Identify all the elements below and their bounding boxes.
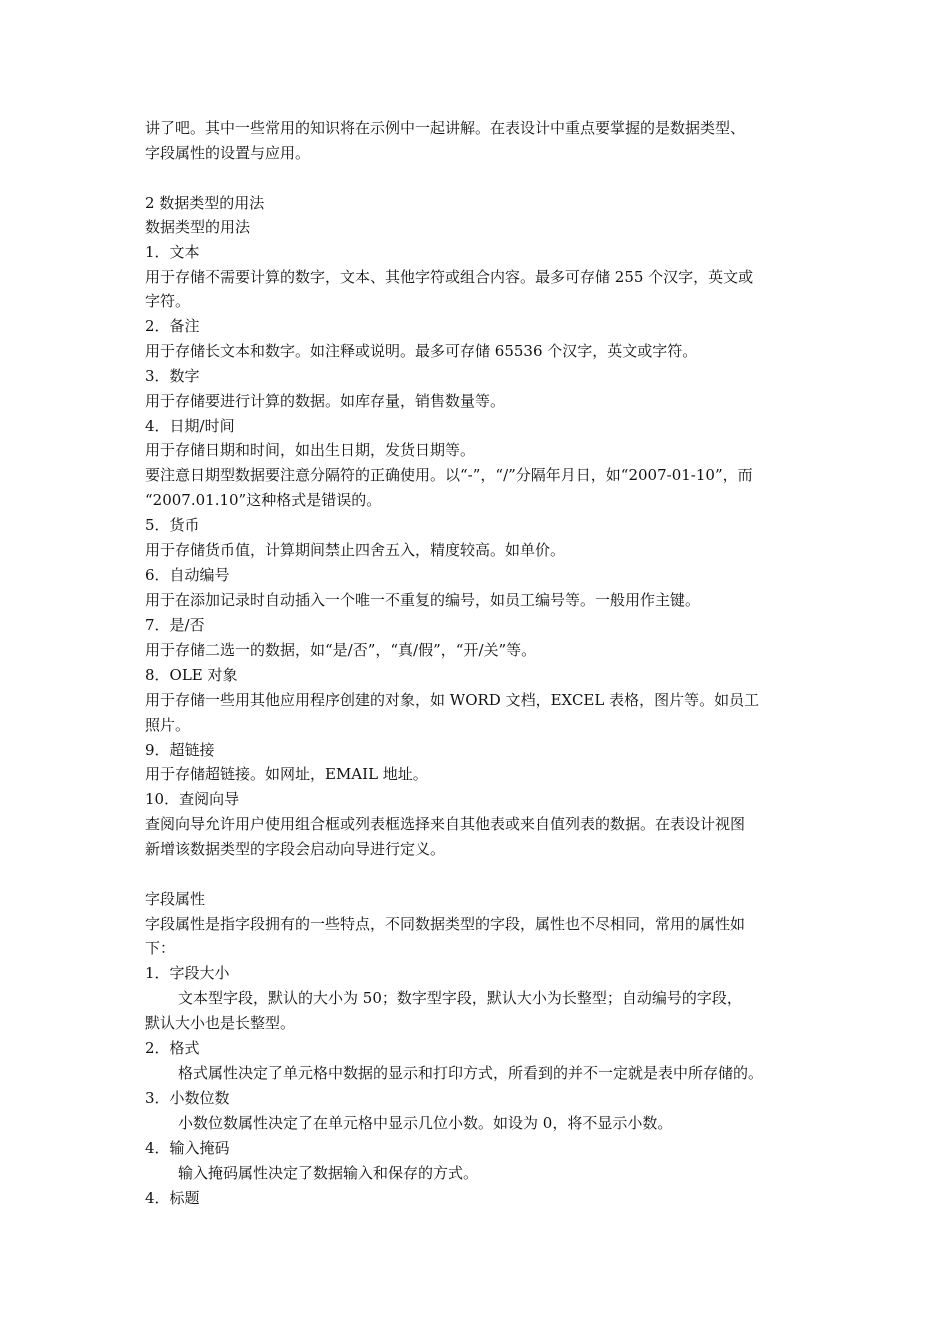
intro-line: 字段属性的设置与应用。 bbox=[145, 144, 311, 162]
data-type-title: 7．是/否 bbox=[145, 616, 205, 634]
field-prop-title: 3．小数位数 bbox=[145, 1089, 230, 1107]
sub-heading: 数据类型的用法 bbox=[145, 218, 251, 236]
data-type-desc: “2007.01.10”这种格式是错误的。 bbox=[145, 491, 382, 509]
data-type-desc: 用于存储二选一的数据，如“是/否”，“真/假”，“开/关”等。 bbox=[145, 641, 537, 659]
field-prop-title: 4．输入掩码 bbox=[145, 1139, 230, 1157]
field-prop-desc: 格式属性决定了单元格中数据的显示和打印方式，所看到的并不一定就是表中所存储的。 bbox=[178, 1064, 764, 1082]
field-prop-desc: 默认大小也是长整型。 bbox=[145, 1014, 296, 1032]
data-type-desc: 用于存储日期和时间，如出生日期，发货日期等。 bbox=[145, 441, 476, 459]
data-type-desc: 用于存储货币值，计算期间禁止四舍五入，精度较高。如单价。 bbox=[145, 541, 566, 559]
data-type-title: 5．货币 bbox=[145, 516, 200, 534]
data-type-desc: 用于存储超链接。如网址，EMAIL 地址。 bbox=[145, 765, 428, 783]
data-type-title: 3．数字 bbox=[145, 367, 200, 385]
data-type-desc: 用于在添加记录时自动插入一个唯一不重复的编号，如员工编号等。一般用作主键。 bbox=[145, 591, 701, 609]
data-type-title: 8．OLE 对象 bbox=[145, 666, 238, 684]
data-type-title: 4．日期/时间 bbox=[145, 417, 235, 435]
data-type-desc: 查阅向导允许用户使用组合框或列表框选择来自其他表或来自值列表的数据。在表设计视图 bbox=[145, 815, 746, 833]
intro-line: 讲了吧。其中一些常用的知识将在示例中一起讲解。在表设计中重点要掌握的是数据类型、 bbox=[145, 119, 746, 137]
field-prop-title: 4．标题 bbox=[145, 1189, 200, 1207]
data-type-title: 10．查阅向导 bbox=[145, 790, 240, 808]
field-prop-desc: 输入掩码属性决定了数据输入和保存的方式。 bbox=[178, 1164, 479, 1182]
data-type-desc: 用于存储长文本和数字。如注释或说明。最多可存储 65536 个汉字，英文或字符。 bbox=[145, 342, 698, 360]
data-type-desc: 字符。 bbox=[145, 292, 191, 310]
field-heading: 字段属性 bbox=[145, 890, 206, 908]
field-prop-desc: 文本型字段，默认的大小为 50；数字型字段，默认大小为长整型；自动编号的字段， bbox=[178, 989, 742, 1007]
data-type-title: 9．超链接 bbox=[145, 741, 215, 759]
field-prop-title: 1．字段大小 bbox=[145, 964, 230, 982]
data-type-desc: 用于存储要进行计算的数据。如库存量，销售数量等。 bbox=[145, 392, 506, 410]
data-type-desc: 用于存储一些用其他应用程序创建的对象，如 WORD 文档，EXCEL 表格，图片等。如员工 bbox=[145, 691, 760, 709]
data-type-title: 2．备注 bbox=[145, 317, 200, 335]
field-prop-title: 2．格式 bbox=[145, 1039, 200, 1057]
data-type-desc: 新增该数据类型的字段会启动向导进行定义。 bbox=[145, 840, 446, 858]
data-type-desc: 照片。 bbox=[145, 716, 191, 734]
field-prop-desc: 小数位数属性决定了在单元格中显示几位小数。如设为 0，将不显示小数。 bbox=[178, 1114, 673, 1132]
field-intro-line: 下： bbox=[145, 939, 176, 957]
section-heading: 2 数据类型的用法 bbox=[145, 194, 265, 212]
field-intro-line: 字段属性是指字段拥有的一些特点，不同数据类型的字段，属性也不尽相同，常用的属性如 bbox=[145, 915, 746, 933]
data-type-title: 6．自动编号 bbox=[145, 566, 230, 584]
data-type-title: 1．文本 bbox=[145, 243, 200, 261]
data-type-desc: 要注意日期型数据要注意分隔符的正确使用。以“-”，“/”分隔年月日，如“2007-01-10”，而 bbox=[145, 466, 753, 484]
data-type-desc: 用于存储不需要计算的数字，文本、其他字符或组合内容。最多可存储 255 个汉字，英文或 bbox=[145, 268, 754, 286]
